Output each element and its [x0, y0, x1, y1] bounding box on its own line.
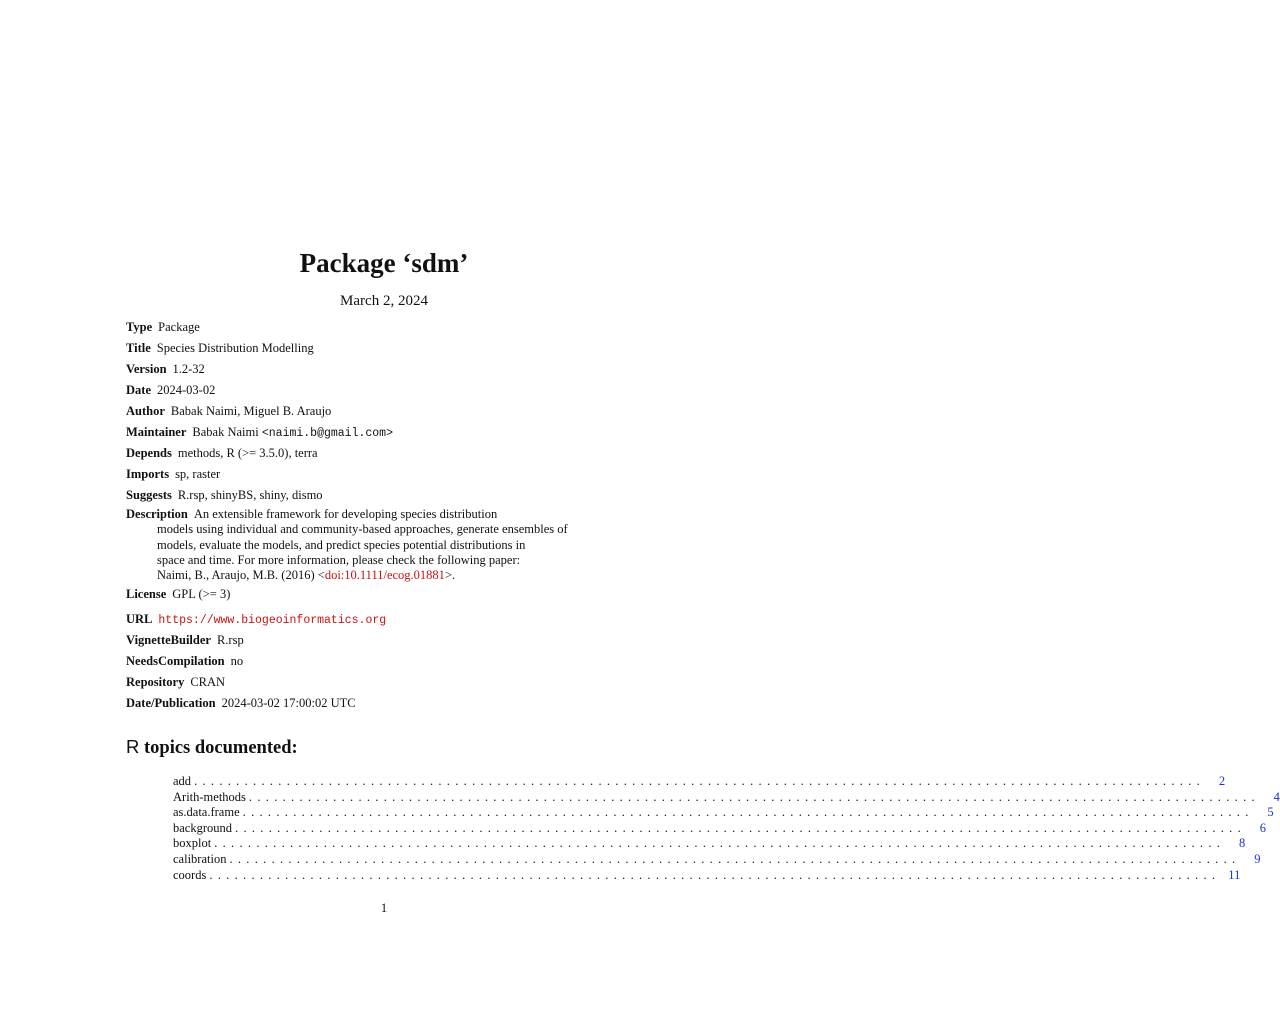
field-key: License — [126, 587, 167, 602]
toc-row-coords[interactable] — [173, 867, 1241, 884]
description-line — [126, 568, 646, 583]
toc-entry-name[interactable]: coords — [173, 867, 207, 882]
package-date: March 2, 2024 — [340, 293, 428, 309]
r-logo-text: R — [126, 736, 140, 757]
package-title: Package ‘sdm’ — [299, 248, 469, 278]
toc-entry-name[interactable]: boxplot — [173, 836, 212, 851]
toc-row-calibration[interactable] — [173, 851, 1261, 868]
maintainer-name: Babak Naimi — [192, 425, 259, 439]
field-maintainer — [126, 423, 646, 444]
toc-row-boxplot[interactable] — [173, 836, 1246, 852]
description-line — [126, 507, 646, 522]
toc-page-link[interactable]: 5 — [1267, 805, 1274, 820]
description-line: space and time. For more information, please check the following paper: — [157, 552, 521, 567]
toc-row-arith-methods[interactable] — [173, 789, 1280, 806]
toc-leader-dots: ........................................................................................................................ — [242, 805, 1254, 820]
field-value: methods, R (>= 3.5.0), terra — [177, 446, 318, 460]
citation-text: Naimi, B., Araujo, M.B. (2016) < — [157, 568, 325, 583]
field-key: NeedsCompilation — [126, 654, 225, 669]
field-url — [126, 610, 646, 631]
toc-page-link[interactable]: 11 — [1228, 867, 1241, 882]
toc-row-add[interactable] — [173, 774, 1226, 790]
field-key: Imports — [126, 467, 170, 481]
table-of-contents — [173, 774, 1280, 883]
toc-page-link[interactable]: 8 — [1238, 836, 1246, 851]
description-fields — [126, 318, 646, 715]
field-version — [126, 360, 646, 381]
field-vignettebuilder — [126, 631, 646, 652]
toc-leader-dots: ........................................................................................................................ — [194, 774, 1206, 788]
field-value: sp, raster — [175, 467, 221, 481]
field-value: GPL (>= 3) — [172, 587, 231, 602]
maintainer-email[interactable]: <naimi.b@gmail.com> — [261, 427, 393, 440]
field-key: Maintainer — [126, 425, 187, 439]
description-line: models using individual and community-based approaches, generate ensembles of — [157, 522, 568, 537]
field-key: Suggests — [126, 488, 172, 502]
field-value: Package — [158, 320, 200, 334]
field-depends — [126, 444, 646, 465]
field-key: Description — [126, 507, 188, 521]
toc-row-as-data-frame[interactable] — [173, 805, 1274, 821]
toc-page-link[interactable]: 6 — [1259, 820, 1267, 835]
field-value: 2024-03-02 17:00:02 UTC — [221, 696, 356, 711]
field-key: Depends — [126, 446, 172, 460]
field-key: Title — [126, 341, 151, 355]
field-key: Date/Publication — [126, 696, 216, 711]
toc-row-background[interactable] — [173, 820, 1267, 837]
toc-leader-dots: ........................................................................................................................ — [235, 820, 1247, 835]
toc-page-link[interactable]: 4 — [1273, 789, 1280, 804]
field-value: CRAN — [190, 675, 226, 690]
toc-page-link[interactable]: 2 — [1218, 774, 1226, 788]
page-number: 1 — [380, 901, 388, 915]
field-imports — [126, 465, 646, 486]
toc-entry-name[interactable]: Arith-methods — [173, 789, 246, 804]
citation-suffix: >. — [444, 568, 456, 583]
toc-leader-dots: ........................................................................................................................ — [209, 867, 1221, 882]
field-key: Date — [126, 383, 151, 397]
toc-page-link[interactable]: 9 — [1254, 851, 1261, 866]
field-suggests — [126, 486, 646, 507]
field-key: Author — [126, 404, 165, 418]
doi-link[interactable]: doi:10.1111/ecog.01881 — [324, 568, 445, 583]
field-value: R.rsp — [216, 633, 244, 648]
field-title — [126, 339, 646, 360]
field-key: VignetteBuilder — [126, 633, 211, 648]
field-license — [126, 585, 646, 606]
topics-heading — [126, 736, 298, 759]
description-line: models, evaluate the models, and predict species potential distributions in — [157, 537, 526, 552]
field-key: Repository — [126, 675, 185, 690]
field-value: 1.2-32 — [172, 362, 205, 376]
toc-entry-name[interactable]: calibration — [173, 851, 227, 866]
url-link[interactable]: https://www.biogeoinformatics.org — [158, 614, 387, 628]
toc-leader-dots: ........................................................................................................................ — [214, 836, 1226, 851]
field-description — [126, 507, 646, 583]
field-value: Species Distribution Modelling — [156, 341, 314, 355]
field-datepublication — [126, 694, 646, 715]
toc-entry-name[interactable]: as.data.frame — [173, 805, 240, 820]
field-date — [126, 381, 646, 402]
field-value: 2024-03-02 — [157, 383, 216, 397]
toc-leader-dots: ........................................................................................................................ — [229, 851, 1241, 866]
field-value: no — [230, 654, 244, 669]
toc-entry-name[interactable]: add — [173, 774, 192, 788]
toc-entry-name[interactable]: background — [173, 820, 233, 835]
toc-leader-dots: ........................................................................................................................ — [248, 789, 1260, 804]
field-needscompilation — [126, 652, 646, 673]
field-value: Babak Naimi, Miguel B. Araujo — [170, 404, 332, 418]
description-text: An extensible framework for developing species distribution — [193, 507, 498, 521]
field-key: Type — [126, 320, 153, 334]
field-author — [126, 402, 646, 423]
field-repository — [126, 673, 646, 694]
field-key: URL — [126, 612, 153, 627]
field-type — [126, 318, 646, 339]
topics-heading-text: topics documented: — [144, 738, 298, 758]
field-value: R.rsp, shinyBS, shiny, dismo — [177, 488, 323, 502]
field-key: Version — [126, 362, 167, 376]
